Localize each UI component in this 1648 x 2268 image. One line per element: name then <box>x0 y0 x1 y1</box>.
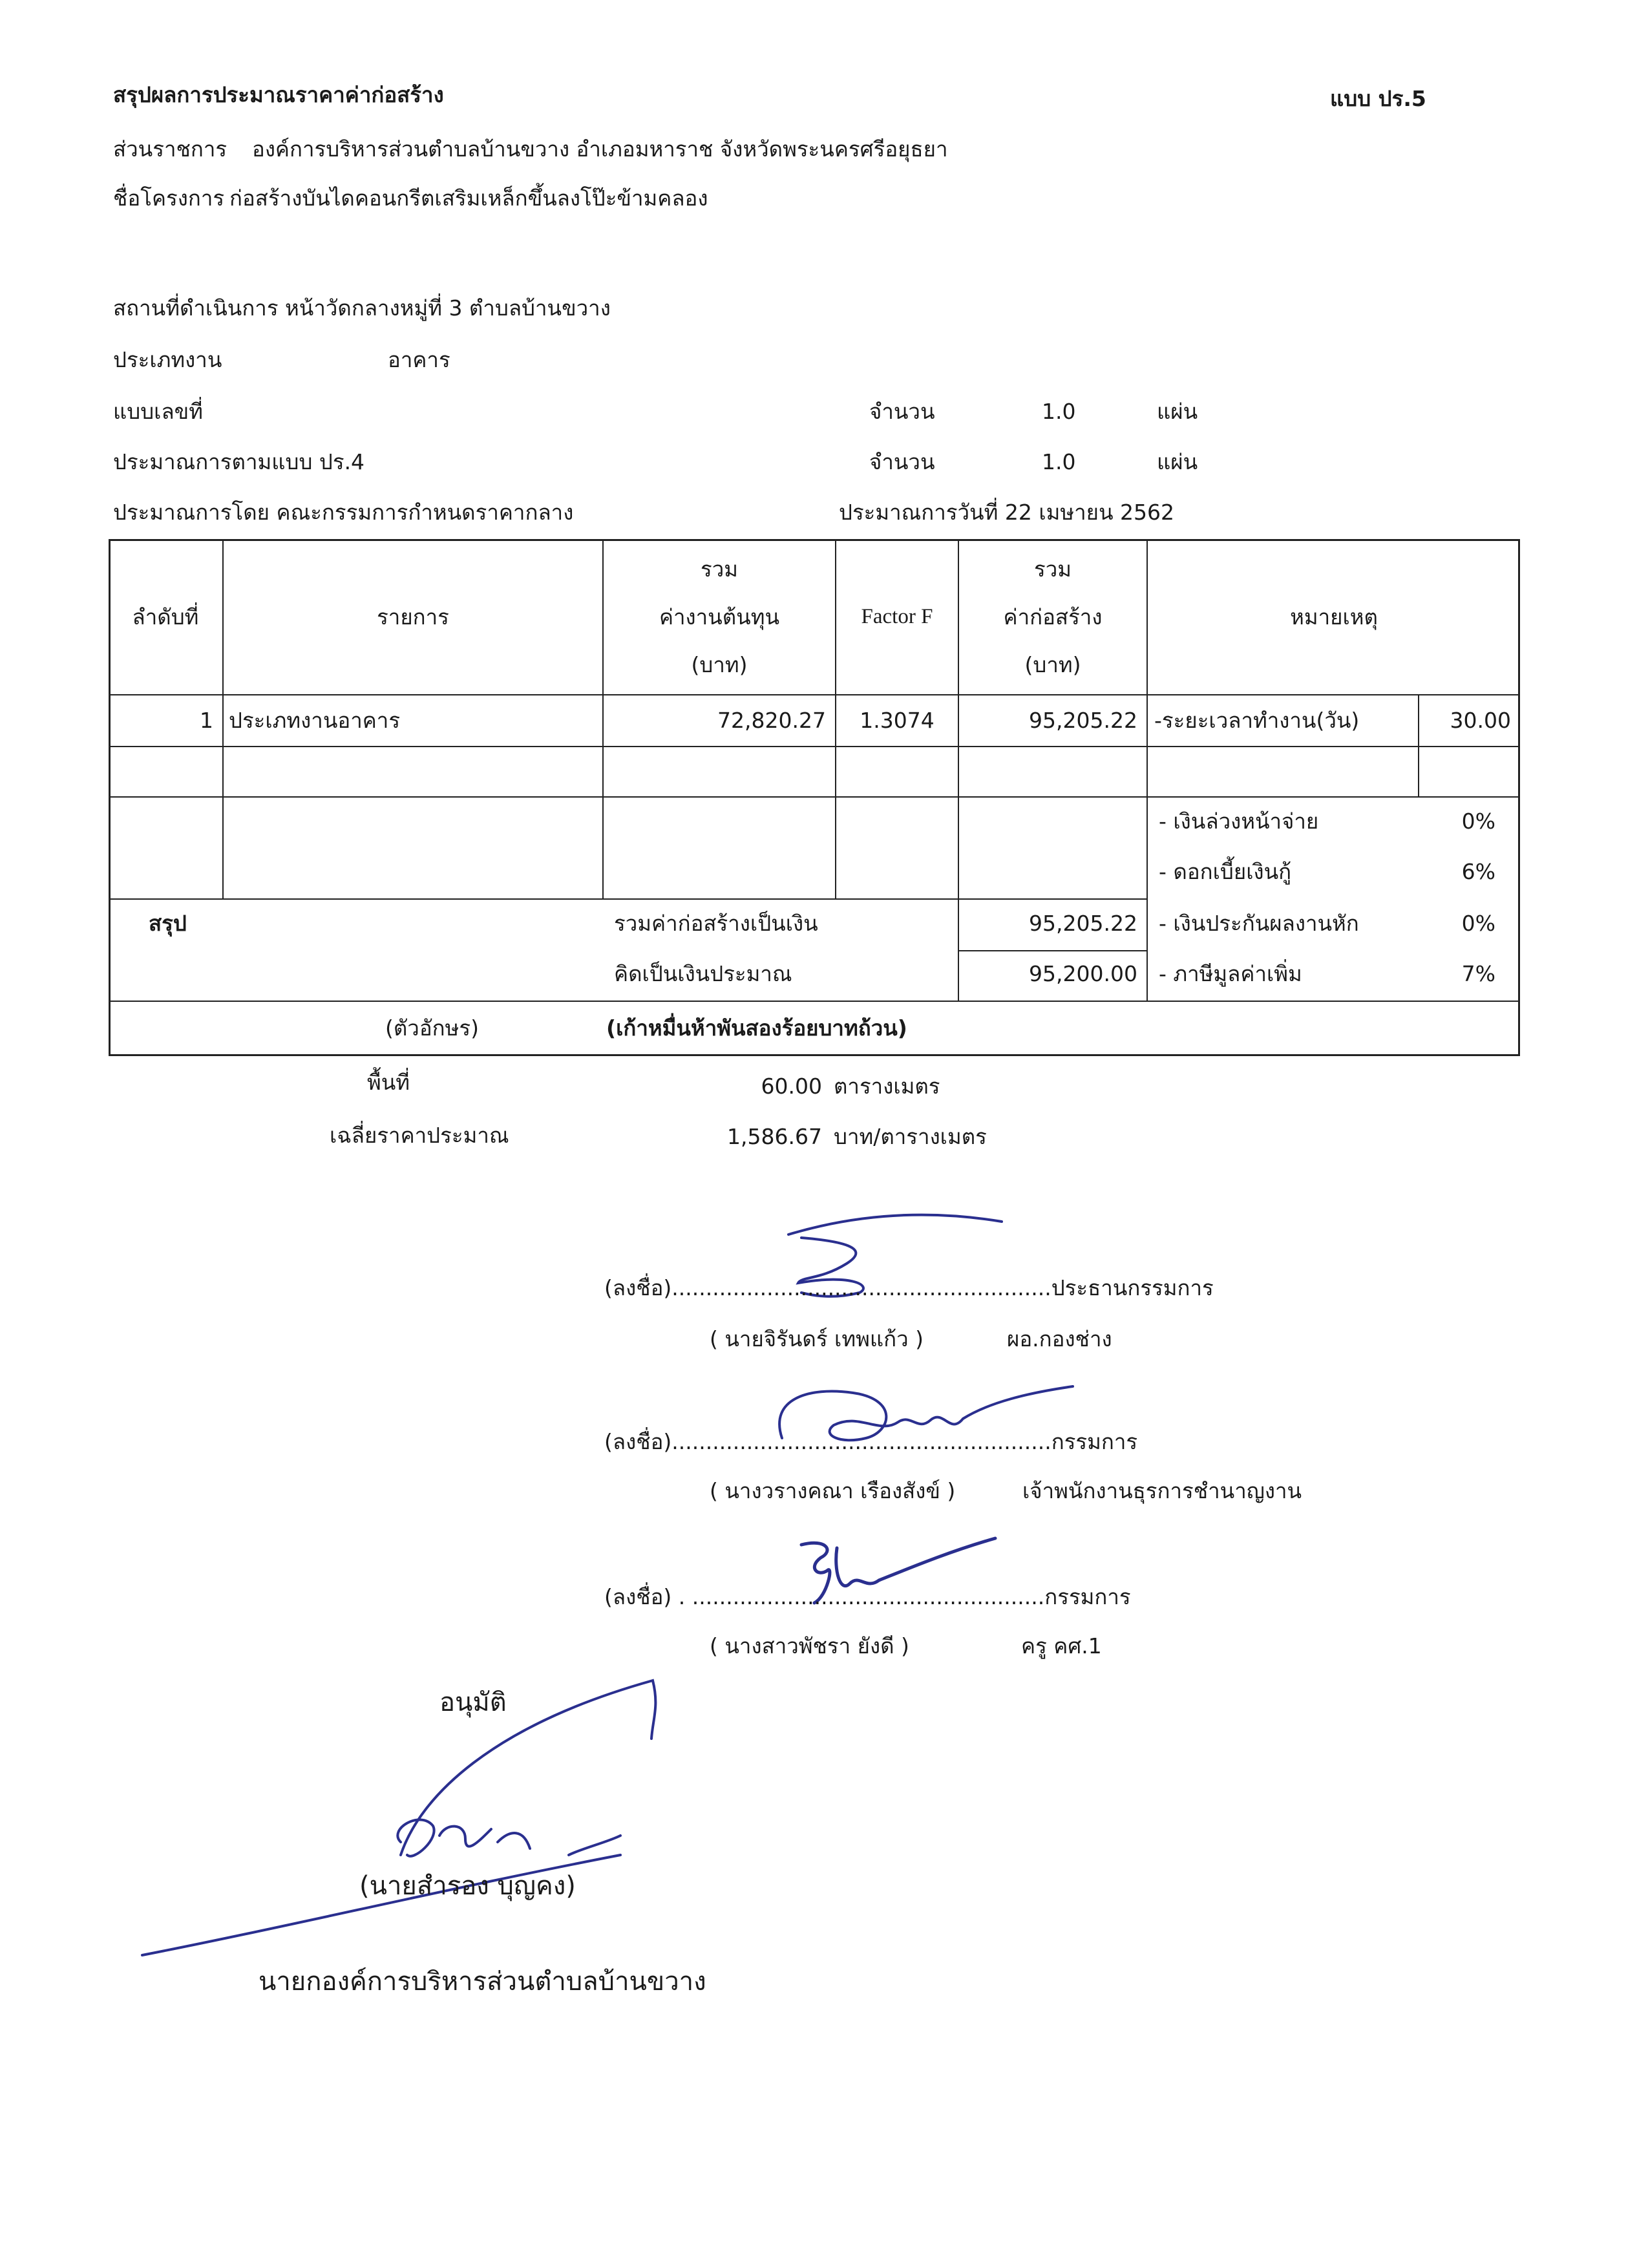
approval-label: อนุมัติ <box>439 1688 507 1717</box>
area-unit: ตารางเมตร <box>834 1074 940 1099</box>
row1-remark: -ระยะเวลาทำงาน(วัน) <box>1154 708 1360 733</box>
project-name: ก่อสร้างบันไดคอนกรีตเสริมเหล็กขึ้นลงโป๊ะข้ามคลอง <box>229 185 708 211</box>
condition-retention-value: 0% <box>1461 911 1495 936</box>
location: สถานที่ดำเนินการ หน้าวัดกลางหมู่ที่ 3 ตำบลบ้านขวาง <box>113 295 611 321</box>
col-header-total-line2: ค่าก่อสร้าง <box>1003 604 1103 630</box>
col-header-cost-line1: รวม <box>700 556 738 582</box>
row1-cost: 72,820.27 <box>717 708 826 733</box>
agency-label: ส่วนราชการ <box>113 136 227 162</box>
work-type-value: อาคาร <box>388 347 450 372</box>
sum-label: รวมค่าก่อสร้างเป็นเงิน <box>614 911 818 936</box>
approver-position: นายกองค์การบริหารส่วนตำบลบ้านขวาง <box>259 1967 706 1997</box>
estimate-qty-label: จำนวน <box>869 449 935 474</box>
sign-line-committee-1: (ลงชื่อ)........................................................กรรมการ <box>604 1429 1138 1454</box>
col-header-item: รายการ <box>377 604 449 630</box>
condition-vat-label: - ภาษีมูลค่าเพิ่ม <box>1159 961 1302 986</box>
row1-item: ประเภทงานอาคาร <box>229 708 401 733</box>
col-header-factor: Factor F <box>861 605 933 628</box>
area-value: 60.00 <box>761 1074 822 1099</box>
name-chairman: ( นายจิรันดร์ เทพแก้ว ) <box>710 1326 924 1351</box>
position-committee-2: ครู คศ.1 <box>1021 1633 1102 1659</box>
words-value: (เก้าหมื่นห้าพันสองร้อยบาทถ้วน) <box>606 1015 907 1041</box>
drawing-qty-label: จำนวน <box>869 399 935 424</box>
position-chairman: ผอ.กองช่าง <box>1007 1326 1112 1351</box>
area-label: พื้นที่ <box>367 1070 410 1095</box>
col-header-cost-line3: (บาท) <box>691 652 748 677</box>
drawing-no-label: แบบเลขที่ <box>113 399 203 424</box>
estimate-qty: 1.0 <box>1042 449 1076 474</box>
sum-value: 95,205.22 <box>1029 911 1137 936</box>
row1-factor: 1.3074 <box>860 708 935 733</box>
condition-interest-label: - ดอกเบี้ยเงินกู้ <box>1159 859 1292 884</box>
rounded-value: 95,200.00 <box>1029 961 1137 986</box>
row1-remark-value: 30.00 <box>1450 708 1511 733</box>
signature-approver <box>129 1668 685 1965</box>
rounded-label: คิดเป็นเงินประมาณ <box>614 961 792 986</box>
row1-total: 95,205.22 <box>1029 708 1137 733</box>
condition-advance-value: 0% <box>1461 809 1495 834</box>
col-header-total-line1: รวม <box>1033 556 1072 582</box>
document-title: สรุปผลการประมาณราคาค่าก่อสร้าง <box>113 82 444 107</box>
avg-price-label: เฉลี่ยราคาประมาณ <box>330 1123 509 1148</box>
name-committee-2: ( นางสาวพัชรา ยังดี ) <box>710 1633 909 1659</box>
col-header-cost-line2: ค่างานต้นทุน <box>659 604 780 630</box>
estimate-form-label: ประมาณการตามแบบ ปร.4 <box>113 449 365 474</box>
condition-advance-label: - เงินล่วงหน้าจ่าย <box>1159 809 1319 834</box>
work-type-label: ประเภทงาน <box>113 347 222 372</box>
estimated-by: ประมาณการโดย คณะกรรมการกำหนดราคากลาง <box>113 500 574 525</box>
drawing-unit: แผ่น <box>1157 399 1198 424</box>
drawing-qty: 1.0 <box>1042 399 1076 424</box>
condition-interest-value: 6% <box>1461 859 1495 884</box>
sign-line-committee-2: (ลงชื่อ) . ....................................................กรรมการ <box>604 1584 1131 1609</box>
col-header-remark: หมายเหตุ <box>1290 604 1378 630</box>
project-label: ชื่อโครงการ <box>113 185 225 211</box>
sign-line-chairman: (ลงชื่อ)........................................................ประธานกรรมการ <box>604 1275 1214 1300</box>
approver-name: (นายสำรอง บุญคง) <box>359 1871 576 1901</box>
name-committee-1: ( นางวรางคณา เรืองสังข์ ) <box>710 1478 956 1503</box>
condition-vat-value: 7% <box>1461 961 1495 986</box>
words-label: (ตัวอักษร) <box>385 1015 479 1041</box>
col-header-no: ลำดับที่ <box>132 604 199 630</box>
form-code: แบบ ปร.5 <box>1330 86 1426 111</box>
condition-retention-label: - เงินประกันผลงานหัก <box>1159 911 1359 936</box>
cost-summary-table <box>109 539 1520 1056</box>
avg-price-unit: บาท/ตารางเมตร <box>834 1124 987 1149</box>
estimate-date: ประมาณการวันที่ 22 เมษายน 2562 <box>839 500 1175 525</box>
col-header-total-line3: (บาท) <box>1024 652 1081 677</box>
estimate-unit: แผ่น <box>1157 449 1198 474</box>
row1-no: 1 <box>200 708 213 733</box>
position-committee-1: เจ้าพนักงานธุรการชำนาญงาน <box>1022 1478 1302 1503</box>
agency-name: องค์การบริหารส่วนตำบลบ้านขวาง อำเภอมหาราช จังหวัดพระนครศรีอยุธยา <box>252 136 948 162</box>
summary-label: สรุป <box>149 911 187 936</box>
avg-price-value: 1,586.67 <box>727 1124 822 1149</box>
